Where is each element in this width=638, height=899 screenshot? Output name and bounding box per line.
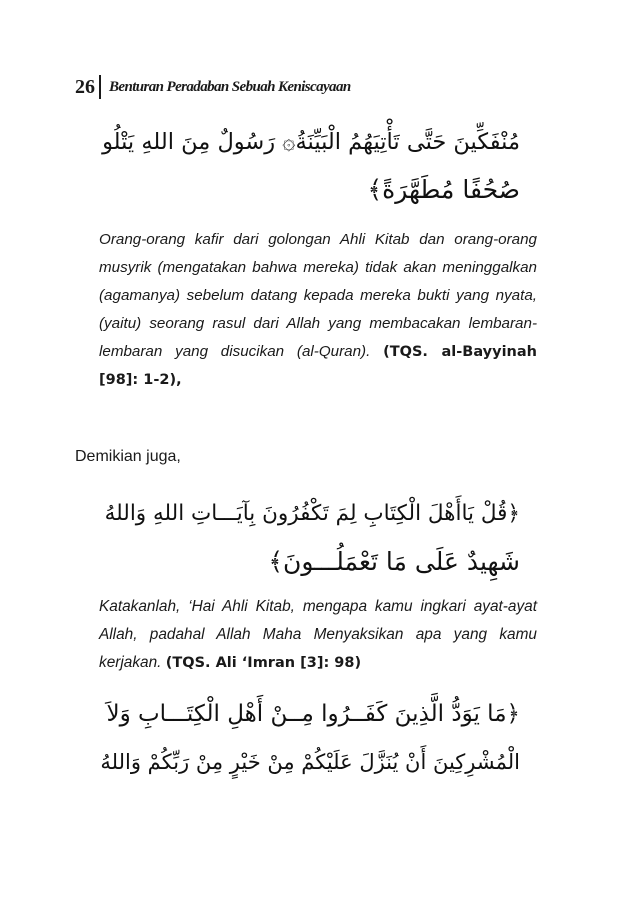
page-header — [75, 72, 351, 102]
arabic-verse-1-line-1: مُنْفَكِّينَ حَتَّى تَأْتِيَهُمُ الْبَيِّنَةُ۞ رَسُولٌ مِنَ اللهِ يَتْلُو — [102, 129, 520, 155]
translation-paragraph-1 — [99, 226, 537, 394]
arabic-verse-3 — [100, 690, 520, 786]
running-title: Benturan Peradaban Sebuah Keniscayaan — [109, 78, 351, 95]
translation-1-reference: (TQS. al-Bayyinah [98]: 1-2), — [99, 344, 537, 388]
translation-paragraph-2 — [99, 593, 537, 677]
translation-2-text: Katakanlah, ‘Hai Ahli Kitab, mengapa kamu ingkari ayat-ayat Allah, padahal Allah Maha Menyaksikan apa yang kamu kerjakan. — [99, 598, 537, 671]
page-number: 26 — [75, 75, 95, 98]
translation-1-text: Orang-orang kafir dari golongan Ahli Kitab dan orang-orang musyrik (mengatakan bahwa mereka) tidak akan meninggalkan (agamanya) sebelum datang kepada mereka bukti yang nyata, (yaitu) seorang rasul dari Allah yang membacakan lembaran-lembaran yang disucikan (al-Quran). — [99, 231, 537, 360]
arabic-verse-3-line-1: ﴿مَا يَوَدُّ الَّذِينَ كَفَــرُوا مِــنْ أَهْلِ الْكِتَـــابِ وَلاَ — [106, 701, 520, 727]
connector-text: Demikian juga, — [75, 448, 181, 465]
arabic-verse-2-line-1: ﴿قُلْ يَاأَهْلَ الْكِتَابِ لِمَ تَكْفُرُونَ بِآيَـــاتِ اللهِ وَاللهُ — [104, 501, 520, 526]
arabic-verse-1 — [100, 118, 520, 214]
arabic-verse-3-line-2: الْمُشْرِكِينَ أَنْ يُنَزَّلَ عَلَيْكُمْ مِنْ خَيْرٍ مِنْ رَبِّكُمْ وَاللهُ — [100, 750, 520, 774]
header-divider — [99, 75, 101, 99]
arabic-verse-2 — [100, 490, 520, 586]
translation-2-reference: (TQS. Ali ‘Imran [3]: 98) — [165, 655, 362, 671]
arabic-verse-2-line-2: شَهِيدٌ عَلَى مَا تَعْمَلُـــونَ﴾ — [268, 547, 520, 576]
arabic-verse-1-line-2: صُحُفًا مُطَهَّرَةً﴾ — [367, 175, 520, 204]
